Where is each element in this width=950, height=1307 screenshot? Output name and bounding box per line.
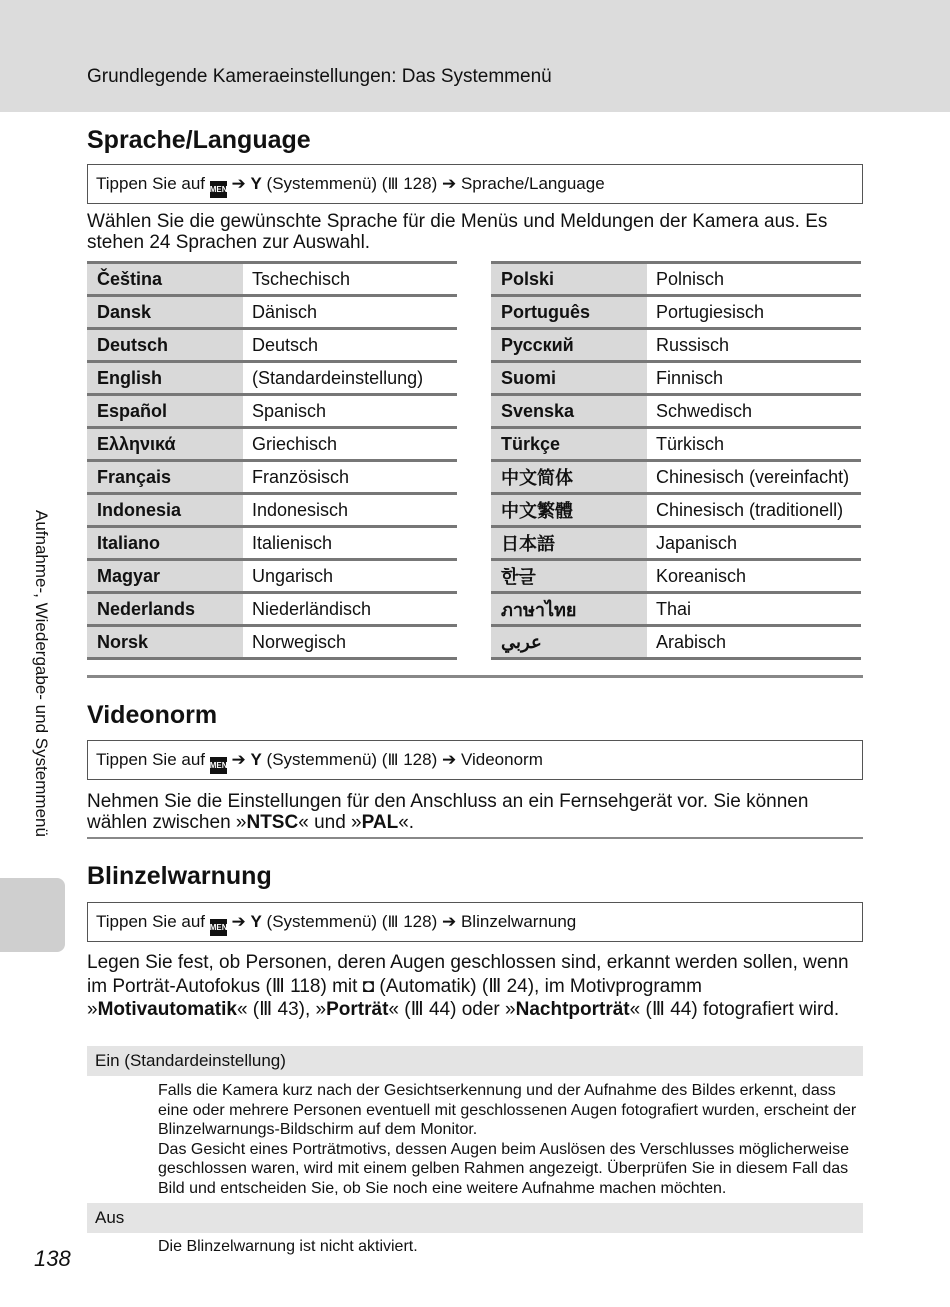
language-german-name: Dänisch bbox=[244, 296, 457, 329]
language-row bbox=[491, 626, 861, 659]
language-row bbox=[87, 329, 457, 362]
language-row bbox=[87, 527, 457, 560]
language-row bbox=[87, 626, 457, 659]
language-german-name: Französisch bbox=[244, 461, 457, 494]
language-native-name: ภาษาไทย bbox=[491, 593, 648, 626]
blink-description: Legen Sie fest, ob Personen, deren Augen geschlossen sind, erkannt werden sollen, wenn im Porträt-Autofokus (Ⅲ 118) mit ◘ (Automatik) (Ⅲ 24), im Motivprogramm »Motivautomatik« (Ⅲ 43), »Porträt« (Ⅲ 44) oder »Nachtporträt« (Ⅲ 44) fotografiert wird. bbox=[87, 952, 849, 1020]
language-table-right bbox=[491, 261, 861, 660]
language-native-name: 한글 bbox=[491, 560, 648, 593]
language-row bbox=[491, 362, 861, 395]
book-icon: Ⅲ bbox=[259, 999, 273, 1020]
language-german-name: Schwedisch bbox=[648, 395, 861, 428]
language-german-name: Indonesisch bbox=[244, 494, 457, 527]
option-description-off: Die Blinzelwarnung ist nicht aktiviert. bbox=[158, 1238, 418, 1255]
language-row bbox=[491, 428, 861, 461]
book-icon: Ⅲ bbox=[651, 999, 665, 1020]
language-german-name: Norwegisch bbox=[244, 626, 457, 659]
language-row bbox=[87, 461, 457, 494]
section-divider bbox=[87, 675, 863, 678]
language-native-name: عربي bbox=[491, 626, 648, 659]
language-german-name: Spanisch bbox=[244, 395, 457, 428]
language-native-name: Dansk bbox=[87, 296, 244, 329]
language-native-name: 日本語 bbox=[491, 527, 648, 560]
language-row bbox=[87, 428, 457, 461]
language-native-name: 中文简体 bbox=[491, 461, 648, 494]
wrench-icon: Y bbox=[250, 912, 262, 931]
language-german-name: Koreanisch bbox=[648, 560, 861, 593]
language-row bbox=[491, 329, 861, 362]
language-description: Wählen Sie die gewünschte Sprache für die Menüs und Meldungen der Kamera aus. Es stehen 24 Sprachen zur Auswahl. bbox=[87, 211, 828, 253]
book-icon: Ⅲ bbox=[488, 975, 502, 997]
language-row bbox=[491, 263, 861, 296]
language-native-name: English bbox=[87, 362, 244, 395]
arrow-icon: ➔ bbox=[231, 174, 246, 193]
language-native-name: Norsk bbox=[87, 626, 244, 659]
language-german-name: Portugiesisch bbox=[648, 296, 861, 329]
arrow-icon: ➔ bbox=[441, 750, 457, 769]
language-german-name: Niederländisch bbox=[244, 593, 457, 626]
nav-path-videonorm: Tippen Sie auf MENU ➔ Y (Systemmenü) (Ⅲ 128) ➔ Videonorm bbox=[87, 740, 863, 780]
language-german-name: Griechisch bbox=[244, 428, 457, 461]
language-row bbox=[87, 593, 457, 626]
language-german-name: Polnisch bbox=[648, 263, 861, 296]
language-german-name: Arabisch bbox=[648, 626, 861, 659]
camera-icon: ◘ bbox=[362, 975, 375, 997]
language-german-name: Japanisch bbox=[648, 527, 861, 560]
section-title-blink: Blinzelwarnung bbox=[87, 862, 272, 890]
menu-icon: MENU bbox=[210, 919, 227, 936]
book-icon: Ⅲ bbox=[387, 176, 399, 193]
language-german-name: Finnisch bbox=[648, 362, 861, 395]
language-native-name: Русский bbox=[491, 329, 648, 362]
book-icon: Ⅲ bbox=[271, 975, 285, 997]
videonorm-description: Nehmen Sie die Einstellungen für den Anschluss an ein Fernsehgerät vor. Sie können wählen zwischen »NTSC« und »PAL«. bbox=[87, 791, 809, 833]
language-row bbox=[491, 461, 861, 494]
wrench-icon: Y bbox=[250, 750, 262, 769]
option-label-on: Ein (Standardeinstellung) bbox=[87, 1046, 863, 1076]
language-native-name: 中文繁體 bbox=[491, 494, 648, 527]
arrow-icon: ➔ bbox=[441, 912, 457, 931]
nav-path-blink: Tippen Sie auf MENU ➔ Y (Systemmenü) (Ⅲ 128) ➔ Blinzelwarnung bbox=[87, 902, 863, 942]
language-native-name: Deutsch bbox=[87, 329, 244, 362]
language-native-name: Português bbox=[491, 296, 648, 329]
language-german-name: Thai bbox=[648, 593, 861, 626]
language-german-name: Chinesisch (vereinfacht) bbox=[648, 461, 861, 494]
language-row bbox=[87, 494, 457, 527]
language-native-name: Svenska bbox=[491, 395, 648, 428]
language-german-name: Ungarisch bbox=[244, 560, 457, 593]
wrench-icon: Y bbox=[250, 174, 262, 193]
menu-icon: MENU bbox=[210, 181, 227, 198]
language-german-name: (Standardeinstellung) bbox=[244, 362, 457, 395]
language-native-name: Nederlands bbox=[87, 593, 244, 626]
language-row bbox=[87, 362, 457, 395]
language-row bbox=[491, 527, 861, 560]
language-native-name: Suomi bbox=[491, 362, 648, 395]
language-native-name: Español bbox=[87, 395, 244, 428]
language-row bbox=[491, 296, 861, 329]
option-label-off: Aus bbox=[87, 1203, 863, 1233]
header-title: Grundlegende Kameraeinstellungen: Das Systemmenü bbox=[87, 66, 552, 87]
language-german-name: Chinesisch (traditionell) bbox=[648, 494, 861, 527]
language-row bbox=[87, 263, 457, 296]
language-german-name: Russisch bbox=[648, 329, 861, 362]
nav-path-language: Tippen Sie auf MENU ➔ Y (Systemmenü) (Ⅲ 128) ➔ Sprache/Language bbox=[87, 164, 863, 204]
option-description-on: Falls die Kamera kurz nach der Gesichtserkennung und der Aufnahme des Bildes erkennt, dass eine oder mehrere Personen eventuell mit geschlossenen Augen fotografiert wurden, erscheint der Blinzelwarnungs-Bildschirm auf dem Monitor. Das Gesicht eines Porträtmotivs, dessen Augen beim Auslösen des Verschlusses möglicherweise geschlossen waren, wird mit einem gelben Rahmen angezeigt. Überprüfen Sie in diesem Fall das Bild und entscheiden Sie, ob Sie noch eine weitere Aufnahme machen möchten. bbox=[158, 1082, 857, 1197]
language-row bbox=[87, 296, 457, 329]
chapter-tab bbox=[0, 878, 65, 952]
language-row bbox=[491, 395, 861, 428]
language-native-name: Magyar bbox=[87, 560, 244, 593]
language-row bbox=[87, 395, 457, 428]
menu-icon: MENU bbox=[210, 757, 227, 774]
page-header bbox=[0, 0, 950, 112]
language-native-name: Français bbox=[87, 461, 244, 494]
section-divider bbox=[87, 837, 863, 839]
section-title-videonorm: Videonorm bbox=[87, 701, 218, 729]
language-row bbox=[491, 494, 861, 527]
language-table-left bbox=[87, 261, 457, 660]
language-native-name: Indonesia bbox=[87, 494, 244, 527]
sidebar-chapter-label: Aufnahme-, Wiedergabe- und Systemmenü bbox=[32, 510, 51, 837]
language-native-name: Ελληνικά bbox=[87, 428, 244, 461]
arrow-icon: ➔ bbox=[231, 750, 246, 769]
language-german-name: Türkisch bbox=[648, 428, 861, 461]
language-german-name: Tschechisch bbox=[244, 263, 457, 296]
page-number: 138 bbox=[34, 1246, 71, 1271]
language-native-name: Polski bbox=[491, 263, 648, 296]
language-native-name: Čeština bbox=[87, 263, 244, 296]
language-native-name: Türkçe bbox=[491, 428, 648, 461]
arrow-icon: ➔ bbox=[441, 174, 457, 193]
book-icon: Ⅲ bbox=[387, 752, 399, 769]
book-icon: Ⅲ bbox=[410, 999, 424, 1020]
arrow-icon: ➔ bbox=[231, 912, 246, 931]
language-row bbox=[491, 560, 861, 593]
language-german-name: Italienisch bbox=[244, 527, 457, 560]
language-native-name: Italiano bbox=[87, 527, 244, 560]
language-row bbox=[491, 593, 861, 626]
book-icon: Ⅲ bbox=[387, 914, 399, 931]
language-german-name: Deutsch bbox=[244, 329, 457, 362]
section-title-language: Sprache/Language bbox=[87, 126, 311, 154]
language-row bbox=[87, 560, 457, 593]
